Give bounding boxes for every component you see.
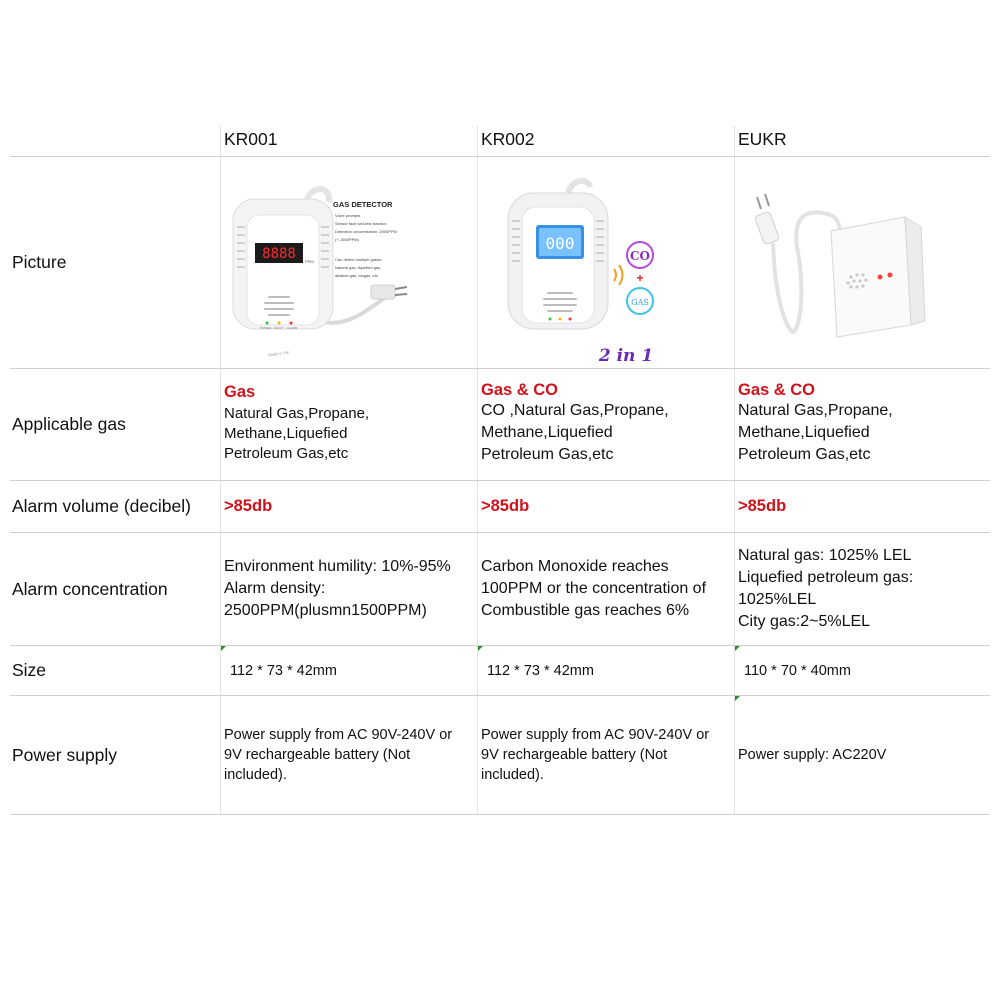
alarm-volume-row xyxy=(10,481,990,533)
header-empty-cell xyxy=(10,126,220,156)
kr001-alarm-concentration-cell xyxy=(220,533,477,645)
kr002-product-image xyxy=(478,157,734,368)
kr001-alarm-volume-cell xyxy=(220,481,477,532)
gas-badge-text: GAS xyxy=(631,298,649,307)
two-in-one-caption: 2 in 1 xyxy=(598,346,654,366)
eukr-size: 110 * 70 * 40mm xyxy=(744,662,851,679)
eukr-alarm-volume-cell xyxy=(734,481,990,532)
kr001-led-power: POWER xyxy=(260,326,272,330)
kr001-box-line-3: Detection concentration: 2500PPM xyxy=(335,229,397,234)
eukr-concentration-line: Liquefied petroleum gas: xyxy=(738,569,914,586)
size-row xyxy=(10,646,990,696)
kr002-applicable-gas-cell xyxy=(477,369,734,480)
eukr-power-supply-cell xyxy=(734,696,990,814)
column-header-eukr: EUKR xyxy=(734,126,990,156)
kr002-power-line: 9V rechargeable battery (Not xyxy=(481,747,668,763)
kr001-box-title: GAS DETECTOR xyxy=(333,200,393,209)
cell-corner-marker xyxy=(735,646,740,651)
eukr-gas-line: Natural Gas,Propane, xyxy=(738,402,893,419)
row-label-power-supply: Power supply xyxy=(12,744,118,765)
eukr-concentration-line: 1025%LEL xyxy=(738,591,817,608)
kr001-led-fault: FAULT xyxy=(274,326,284,330)
kr001-display-text: 8888 xyxy=(262,246,296,262)
eukr-concentration-line: Natural gas: 1025% LEL xyxy=(738,547,912,564)
eukr-alarm-volume: >85db xyxy=(738,497,787,515)
kr001-size: 112 * 73 * 42mm xyxy=(230,662,337,679)
kr001-made-in: Made in HK xyxy=(268,349,290,358)
power-supply-row xyxy=(10,696,990,815)
eukr-gas-line: Methane,Liquefied xyxy=(738,424,870,441)
kr001-gas-line: Natural Gas,Propane, xyxy=(224,405,370,422)
eukr-gas-heading: Gas & CO xyxy=(738,381,816,399)
kr002-picture-cell xyxy=(477,157,734,368)
column-header-kr001: KR001 xyxy=(220,126,477,156)
kr001-concentration-line: Environment humility: 10%-95% xyxy=(224,558,451,575)
kr002-display-text: 000 xyxy=(545,234,575,253)
co-badge-text: CO xyxy=(629,249,651,263)
kr001-box-line-2: Sensor fault self-test function xyxy=(335,221,387,226)
kr002-gas-line: Petroleum Gas,etc xyxy=(481,446,614,463)
row-label-applicable-gas: Applicable gas xyxy=(12,414,126,434)
plus-sign: + xyxy=(636,271,644,285)
kr001-power-line: Power supply from AC 90V-240V or xyxy=(224,727,453,743)
kr002-alarm-volume: >85db xyxy=(481,497,530,515)
kr002-power-line: Power supply from AC 90V-240V or xyxy=(481,727,710,743)
eukr-size-cell xyxy=(734,646,990,695)
eukr-power-line: Power supply: AC220V xyxy=(738,747,887,763)
kr001-gas-line: Petroleum Gas,etc xyxy=(224,445,349,462)
kr001-applicable-gas-cell xyxy=(220,369,477,480)
comparison-table xyxy=(10,126,990,815)
row-label-picture: Picture xyxy=(12,252,67,272)
kr001-size-cell xyxy=(220,646,477,695)
kr001-led-alarm: ALARM xyxy=(287,326,298,330)
kr002-concentration-line: Combustible gas reaches 6% xyxy=(481,602,690,619)
picture-row xyxy=(10,157,990,369)
kr002-alarm-concentration-cell xyxy=(477,533,734,645)
eukr-applicable-gas-cell xyxy=(734,369,990,480)
kr001-display-unit: PPM xyxy=(305,259,314,264)
kr001-power-line: 9V rechargeable battery (Not xyxy=(224,747,411,763)
kr002-concentration-line: Carbon Monoxide reaches xyxy=(481,558,669,575)
kr002-power-supply-cell xyxy=(477,696,734,814)
cell-corner-marker xyxy=(221,646,226,651)
applicable-gas-row xyxy=(10,369,990,481)
cell-corner-marker xyxy=(735,696,740,701)
kr001-power-supply-cell xyxy=(220,696,477,814)
kr001-power-line: included). xyxy=(224,767,287,783)
kr002-gas-line: CO ,Natural Gas,Propane, xyxy=(481,402,669,419)
cell-corner-marker xyxy=(478,646,483,651)
kr001-concentration-line: 2500PPM(plusmn1500PPM) xyxy=(224,602,427,619)
kr001-box-line-7: alkaline gas, biogas, etc. xyxy=(335,273,379,278)
kr001-gas-heading: Gas xyxy=(224,383,256,401)
kr002-size-cell xyxy=(477,646,734,695)
kr001-concentration-line: Alarm density: xyxy=(224,580,326,597)
kr002-gas-heading: Gas & CO xyxy=(481,381,559,399)
column-header-kr002: KR002 xyxy=(477,126,734,156)
row-label-size: Size xyxy=(12,660,47,680)
kr002-size: 112 * 73 * 42mm xyxy=(487,662,594,679)
row-label-alarm-volume: Alarm volume (decibel) xyxy=(12,496,191,516)
kr001-box-line-4: (+-1500PPM) xyxy=(335,237,359,242)
kr001-product-image xyxy=(221,157,477,368)
kr001-alarm-volume: >85db xyxy=(224,497,273,515)
eukr-alarm-concentration-cell xyxy=(734,533,990,645)
kr001-picture-cell xyxy=(220,157,477,368)
alarm-concentration-row xyxy=(10,533,990,646)
eukr-gas-line: Petroleum Gas,etc xyxy=(738,446,871,463)
row-label-alarm-concentration: Alarm concentration xyxy=(12,578,168,599)
eukr-picture-cell xyxy=(734,157,990,368)
kr002-power-line: included). xyxy=(481,767,544,783)
kr002-alarm-volume-cell xyxy=(477,481,734,532)
eukr-concentration-line: City gas:2~5%LEL xyxy=(738,613,871,630)
eukr-product-image xyxy=(735,157,990,368)
kr001-box-line-6: Natural gas, liquefied gas, xyxy=(335,265,382,270)
kr001-box-line-1: Voice prompts xyxy=(335,213,361,218)
kr001-gas-line: Methane,Liquefied xyxy=(224,425,348,442)
kr002-gas-line: Methane,Liquefied xyxy=(481,424,613,441)
kr002-concentration-line: 100PPM or the concentration of xyxy=(481,580,707,597)
kr001-box-line-5: Can detect multiple gases: xyxy=(335,257,383,262)
header-row xyxy=(10,126,990,157)
